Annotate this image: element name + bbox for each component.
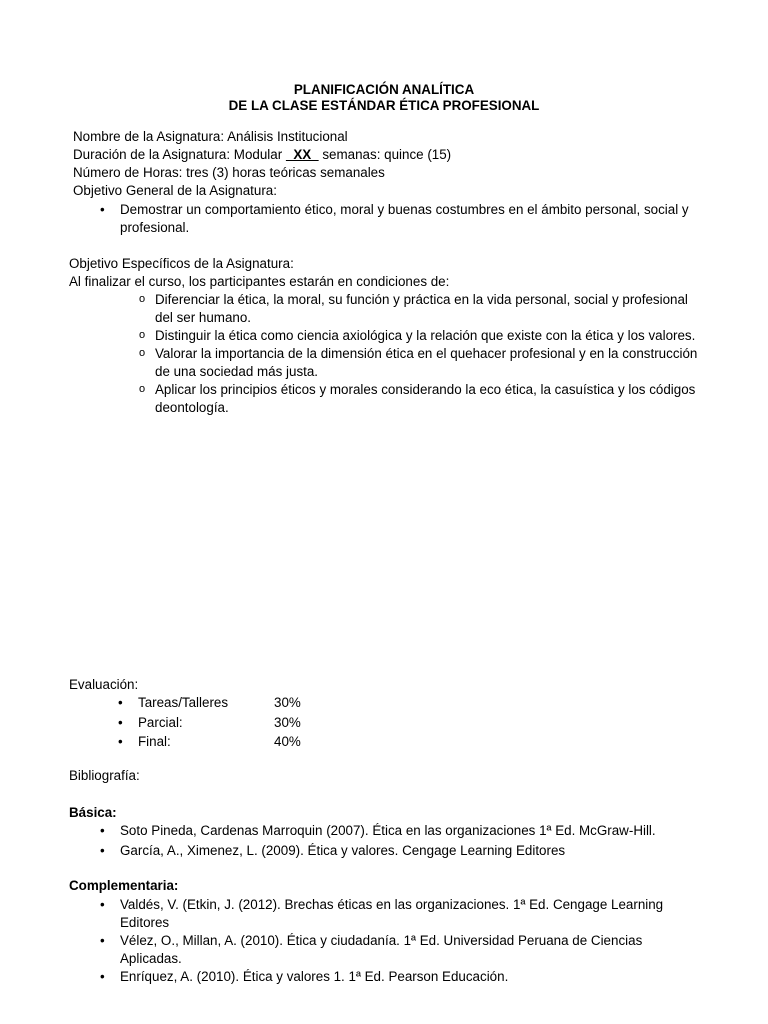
course-duration <box>73 146 713 164</box>
complementary-bibliography-label: Complementaria: <box>69 878 179 893</box>
complementary-bibliography-list <box>90 896 690 986</box>
evaluation-item-percent: 30% <box>274 714 301 730</box>
evaluation-label: Evaluación: <box>69 677 139 692</box>
duration-suffix: semanas: quince (15) <box>318 147 452 162</box>
evaluation-item <box>108 733 408 753</box>
evaluation-item-percent: 30% <box>274 695 301 710</box>
specific-objectives-intro: Al finalizar el curso, los participantes estarán en condiciones de: <box>69 274 450 289</box>
bibliography-label: Bibliografía: <box>69 768 140 783</box>
course-info <box>73 128 713 200</box>
title-line-1: PLANIFICACIÓN ANALÍTICA <box>293 82 475 97</box>
general-objective-item: • Demostrar un comportamiento ético, moral y buenas costumbres en el ámbito personal, social y profesional. <box>90 201 690 237</box>
course-hours: Número de Horas: tres (3) horas teóricas semanales <box>73 165 385 180</box>
evaluation-item <box>108 694 408 714</box>
bibliography-entry: • García, A., Ximenez, L. (2009). Ética y valores. Cengage Learning Editores <box>90 842 710 860</box>
specific-objective-item: o Valorar la importancia de la dimensión ética en el quehacer profesional y en la construcción de una sociedad más justa. <box>137 345 707 381</box>
evaluation-item <box>108 714 408 734</box>
evaluation-list <box>108 694 408 753</box>
basic-bibliography-list <box>90 822 710 862</box>
specific-objective-item: o Aplicar los principios éticos y morales considerando la eco ética, la casuística y los códigos deontología. <box>137 381 707 417</box>
specific-objective-item: o Distinguir la ética como ciencia axiológica y la relación que existe con la ética y los valores. <box>137 327 707 345</box>
specific-objectives-label: Objetivo Específicos de la Asignatura: <box>69 256 294 271</box>
evaluation-item-name: Final: <box>138 734 171 749</box>
bibliography-entry: • Enríquez, A. (2010). Ética y valores 1. 1ª Ed. Pearson Educación. <box>90 968 690 986</box>
specific-objectives-list <box>137 291 707 417</box>
evaluation-item-name: Parcial: <box>138 714 183 730</box>
basic-bibliography-label: Básica: <box>69 805 117 820</box>
bibliography-entry: • Vélez, O., Millan, A. (2010). Ética y ciudadanía. 1ª Ed. Universidad Peruana de Ciencias Aplicadas. <box>90 932 690 968</box>
course-name: Nombre de la Asignatura: Análisis Institucional <box>73 129 348 144</box>
specific-objectives-header <box>69 255 729 291</box>
specific-objective-item: o Diferenciar la ética, la moral, su función y práctica en la vida personal, social y profesional del ser humano. <box>137 291 707 327</box>
general-objective-label: Objetivo General de la Asignatura: <box>73 183 277 198</box>
evaluation-item-name: Tareas/Talleres <box>138 695 229 710</box>
general-objective-list <box>90 201 690 237</box>
title-line-2: DE LA CLASE ESTÁNDAR ÉTICA PROFESIONAL <box>228 98 540 113</box>
bibliography-entry: • Valdés, V. (Etkin, J. (2012). Brechas éticas en las organizaciones. 1ª Ed. Cengage Learning Editores <box>90 896 690 932</box>
duration-weeks-placeholder: XX <box>285 147 319 162</box>
evaluation-item-percent: 40% <box>274 734 301 749</box>
duration-prefix: Duración de la Asignatura: Modular <box>73 147 286 162</box>
bibliography-entry: • Soto Pineda, Cardenas Marroquin (2007). Ética en las organizaciones 1ª Ed. McGraw-Hill. <box>90 822 710 840</box>
